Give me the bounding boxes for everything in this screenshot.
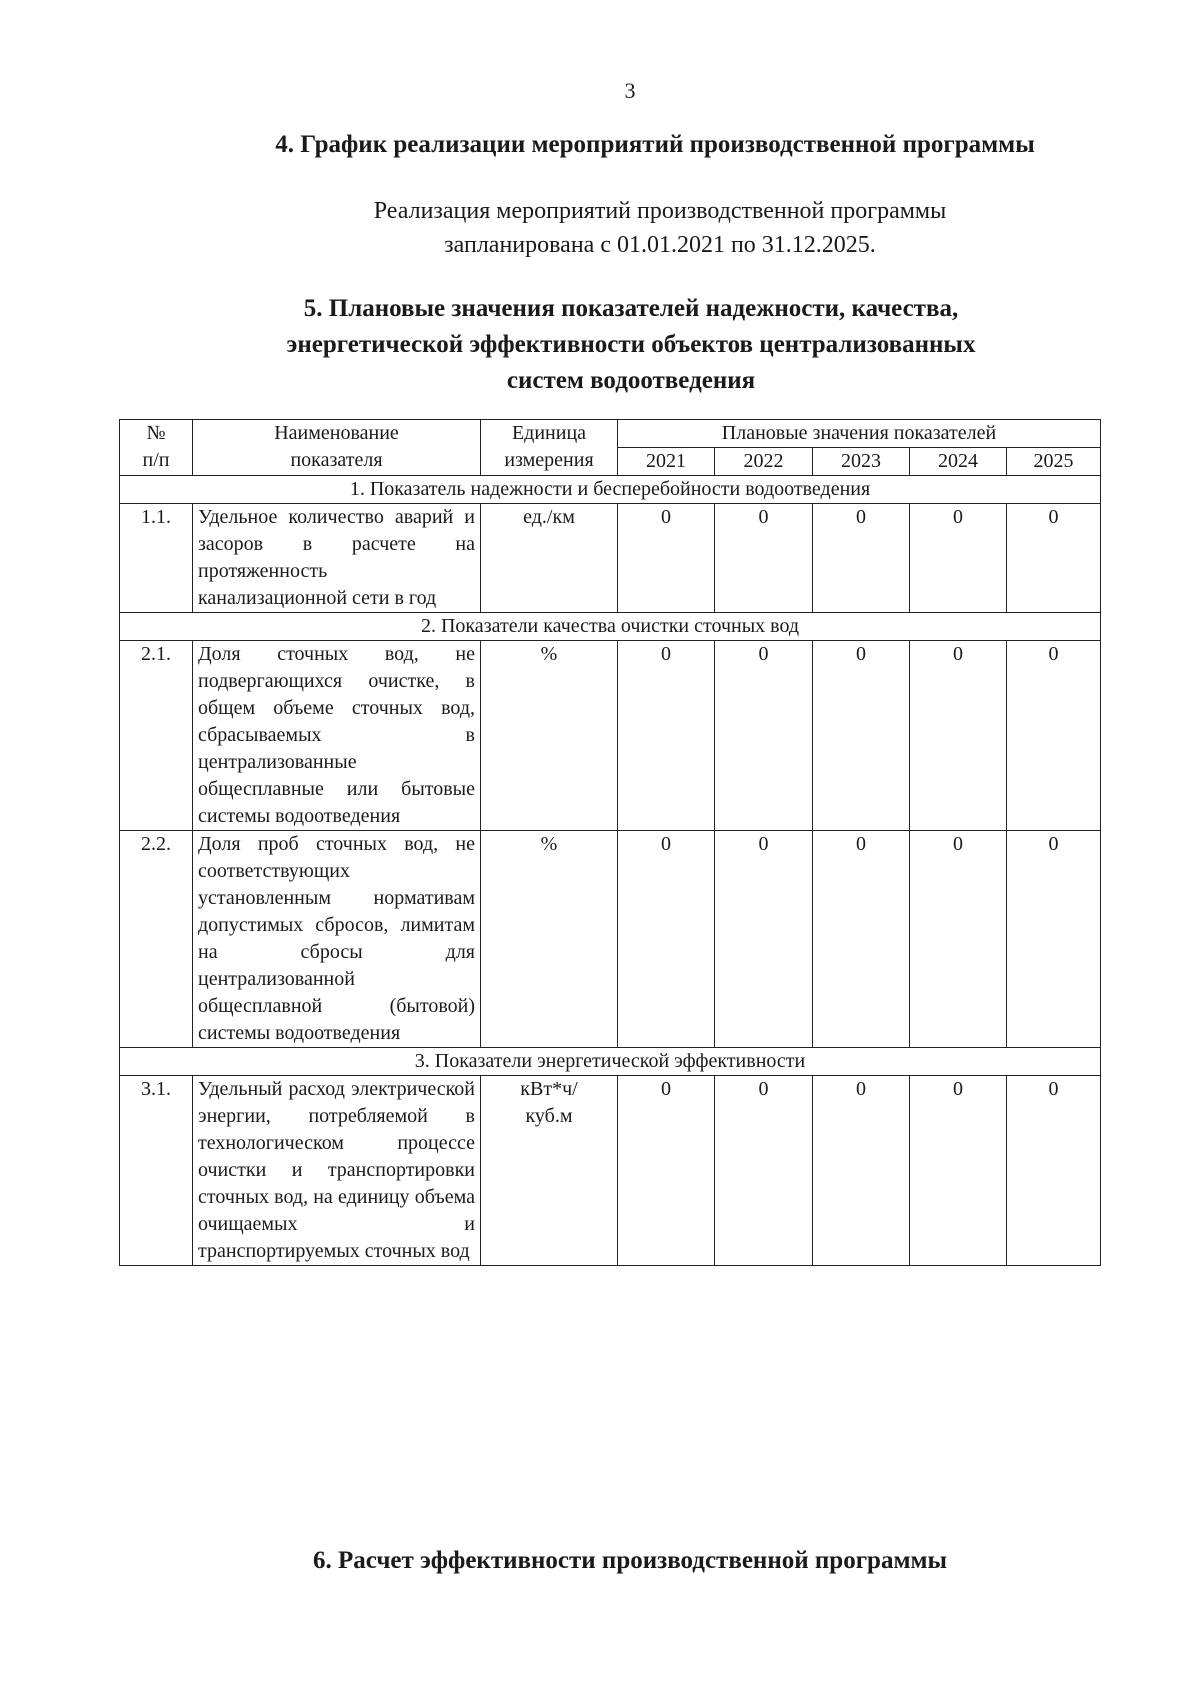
row-unit: ед./км xyxy=(481,504,618,613)
row-num: 1.1. xyxy=(120,504,193,613)
header-year: 2022 xyxy=(715,448,813,476)
row-value: 0 xyxy=(813,641,910,831)
section-row xyxy=(120,476,1101,504)
row-value: 0 xyxy=(715,831,813,1048)
row-unit-line-1: кВт*ч/ xyxy=(520,1078,578,1100)
row-value: 0 xyxy=(715,1076,813,1266)
row-value: 0 xyxy=(618,641,715,831)
header-year: 2024 xyxy=(910,448,1007,476)
row-name: Доля проб сточных вод, не соответствующих установленным нормативам допустимых сбросов, лимитам на сбросы для централизованной общесплавной (бытовой) системы водоотведения xyxy=(193,831,481,1048)
row-num: 2.1. xyxy=(120,641,193,831)
row-value: 0 xyxy=(910,504,1007,613)
row-value: 0 xyxy=(715,641,813,831)
section-5-title-line-1: 5. Плановые значения показателей надежности, качества, xyxy=(303,295,959,322)
row-value: 0 xyxy=(1007,831,1101,1048)
row-value: 0 xyxy=(910,831,1007,1048)
section-title: 1. Показатель надежности и бесперебойности водоотведения xyxy=(120,476,1101,504)
row-unit xyxy=(481,1076,618,1266)
row-unit: % xyxy=(481,831,618,1048)
header-num-line-1: № xyxy=(146,422,166,444)
row-value: 0 xyxy=(1007,504,1101,613)
page-number: 3 xyxy=(624,78,636,103)
row-name: Доля сточных вод, не подвергающихся очистке, в общем объеме сточных вод, сбрасываемых в централизованные общесплавные или бытовые системы водоотведения xyxy=(193,641,481,831)
row-unit: % xyxy=(481,641,618,831)
row-value: 0 xyxy=(813,1076,910,1266)
row-name: Удельный расход электрической энергии, потребляемой в технологическом процессе очистки и транспортировки сточных вод, на единицу объема очищаемых и транспортируемых сточных вод xyxy=(193,1076,481,1266)
section-5-title-line-3: систем водоотведения xyxy=(506,367,756,394)
section-4-text-line-2: запланирована с 01.01.2021 по 31.12.2025. xyxy=(444,232,876,258)
row-value: 0 xyxy=(1007,1076,1101,1266)
section-5-title-line-2: энергетической эффективности объектов централизованных xyxy=(286,331,976,358)
table-row xyxy=(120,831,1101,1048)
row-name: Удельное количество аварий и засоров в расчете на протяженность канализационной сети в год xyxy=(193,504,481,613)
table-row xyxy=(120,504,1101,613)
section-row xyxy=(120,1048,1101,1076)
header-num-line-2: п/п xyxy=(142,449,170,471)
section-row xyxy=(120,613,1101,641)
table-header-row-1 xyxy=(120,420,1101,448)
header-unit-line-1: Единица xyxy=(511,422,587,444)
header-unit-line-2: измерения xyxy=(504,449,594,471)
header-planned-values: Плановые значения показателей xyxy=(618,420,1101,448)
header-year: 2025 xyxy=(1007,448,1101,476)
section-title: 2. Показатели качества очистки сточных вод xyxy=(120,613,1101,641)
row-unit-line-2: куб.м xyxy=(525,1105,573,1127)
row-num: 3.1. xyxy=(120,1076,193,1266)
header-unit xyxy=(481,420,618,476)
row-value: 0 xyxy=(618,504,715,613)
row-value: 0 xyxy=(813,831,910,1048)
header-year: 2021 xyxy=(618,448,715,476)
section-4-title: 4. График реализации мероприятий производственной программы xyxy=(275,131,1035,158)
section-4-text-line-1: Реализация мероприятий производственной программы xyxy=(373,198,947,224)
section-6-title: 6. Расчет эффективности производственной программы xyxy=(312,1547,948,1574)
row-value: 0 xyxy=(1007,641,1101,831)
table-row xyxy=(120,1076,1101,1266)
header-name-line-2: показателя xyxy=(290,449,383,471)
indicators-table xyxy=(119,419,1101,1266)
section-4-text xyxy=(0,194,1200,262)
row-num: 2.2. xyxy=(120,831,193,1048)
section-title: 3. Показатели энергетической эффективности xyxy=(120,1048,1101,1076)
header-name xyxy=(193,420,481,476)
table-row xyxy=(120,641,1101,831)
header-num xyxy=(120,420,193,476)
row-value: 0 xyxy=(618,831,715,1048)
header-year: 2023 xyxy=(813,448,910,476)
row-value: 0 xyxy=(618,1076,715,1266)
section-5-title xyxy=(0,291,1200,399)
header-name-line-1: Наименование xyxy=(274,422,399,444)
row-value: 0 xyxy=(715,504,813,613)
row-value: 0 xyxy=(910,1076,1007,1266)
row-value: 0 xyxy=(910,641,1007,831)
row-value: 0 xyxy=(813,504,910,613)
